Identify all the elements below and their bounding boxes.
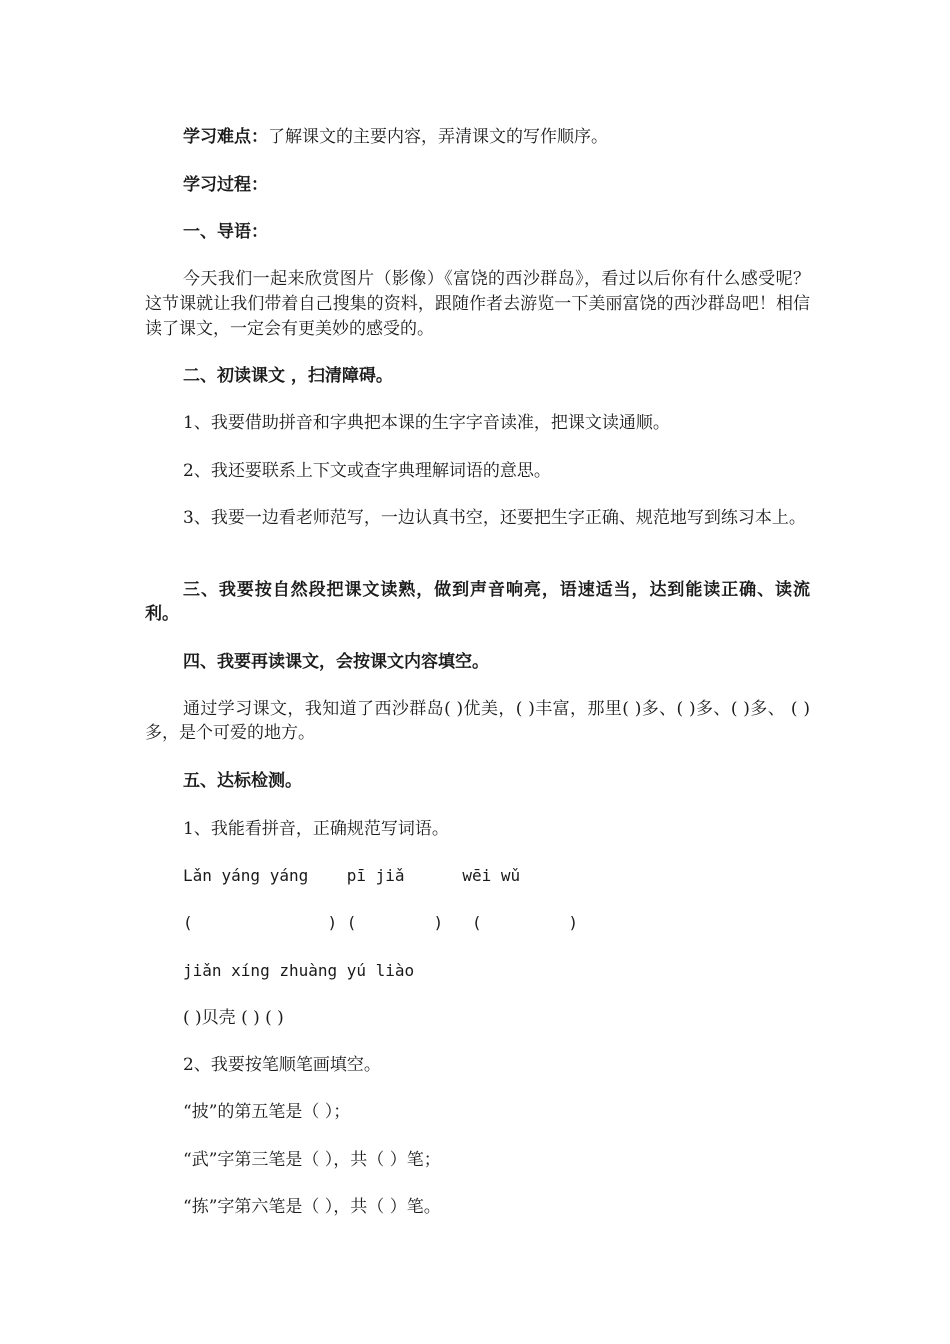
q2-title: 2、我要按笔顺笔画填空。 <box>183 1055 381 1075</box>
q1-blank-row-2: ( )贝壳 ( ) ( ) <box>183 1008 284 1028</box>
q2-line-3: “拣”字第六笔是（ ），共（ ）笔。 <box>183 1197 441 1217</box>
q2-line-1: “披”的第五笔是（ ）； <box>183 1102 351 1122</box>
section1-paragraph: 今天我们一起来欣赏图片（影像）《富饶的西沙群岛》，看过以后你有什么感受呢？这节课就让我们带着自己搜集的资料，跟随作者去游览一下美丽富饶的西沙群岛吧！相信读了课文，一定会有更美妙的感受的。 <box>145 269 810 339</box>
difficulty-label: 学习难点： <box>183 127 268 147</box>
q1-pinyin-row-1: Lǎn yáng yáng pī jiǎ wēi wǔ <box>183 866 521 885</box>
section1-heading: 一、导语： <box>183 222 268 242</box>
section4-heading: 四、我要再读课文，会按课文内容填空。 <box>183 652 489 672</box>
section2-item-3: 3、我要一边看老师范写，一边认真书空，还要把生字正确、规范地写到练习本上。 <box>183 508 806 528</box>
section3-heading: 三、我要按自然段把课文读熟，做到声音响亮，语速适当，达到能读正确、读流利。 <box>145 580 810 624</box>
section2-item-1: 1、我要借助拼音和字典把本课的生字字音读准，把课文读通顺。 <box>183 413 670 433</box>
difficulty-line <box>145 125 810 149</box>
section4-fill-paragraph: 通过学习课文，我知道了西沙群岛( )优美，( )丰富，那里( )多、( )多、( )多、 ( )多，是个可爱的地方。 <box>145 699 810 743</box>
q1-pinyin-row-2: jiǎn xíng zhuàng yú liào <box>183 961 415 980</box>
section5-heading: 五、达标检测。 <box>183 771 302 791</box>
section2-heading: 二、初读课文 ，扫清障碍。 <box>183 366 393 386</box>
section2-item-2: 2、我还要联系上下文或查字典理解词语的意思。 <box>183 461 551 481</box>
q1-blank-row-1: ( ) ( ) ( ) <box>183 913 578 932</box>
q1-title: 1、我能看拼音，正确规范写词语。 <box>183 819 449 839</box>
difficulty-text: 了解课文的主要内容，弄清课文的写作顺序。 <box>268 127 608 147</box>
q2-line-2: “武”字第三笔是（ ），共（ ）笔； <box>183 1150 441 1170</box>
process-heading: 学习过程： <box>183 175 268 195</box>
